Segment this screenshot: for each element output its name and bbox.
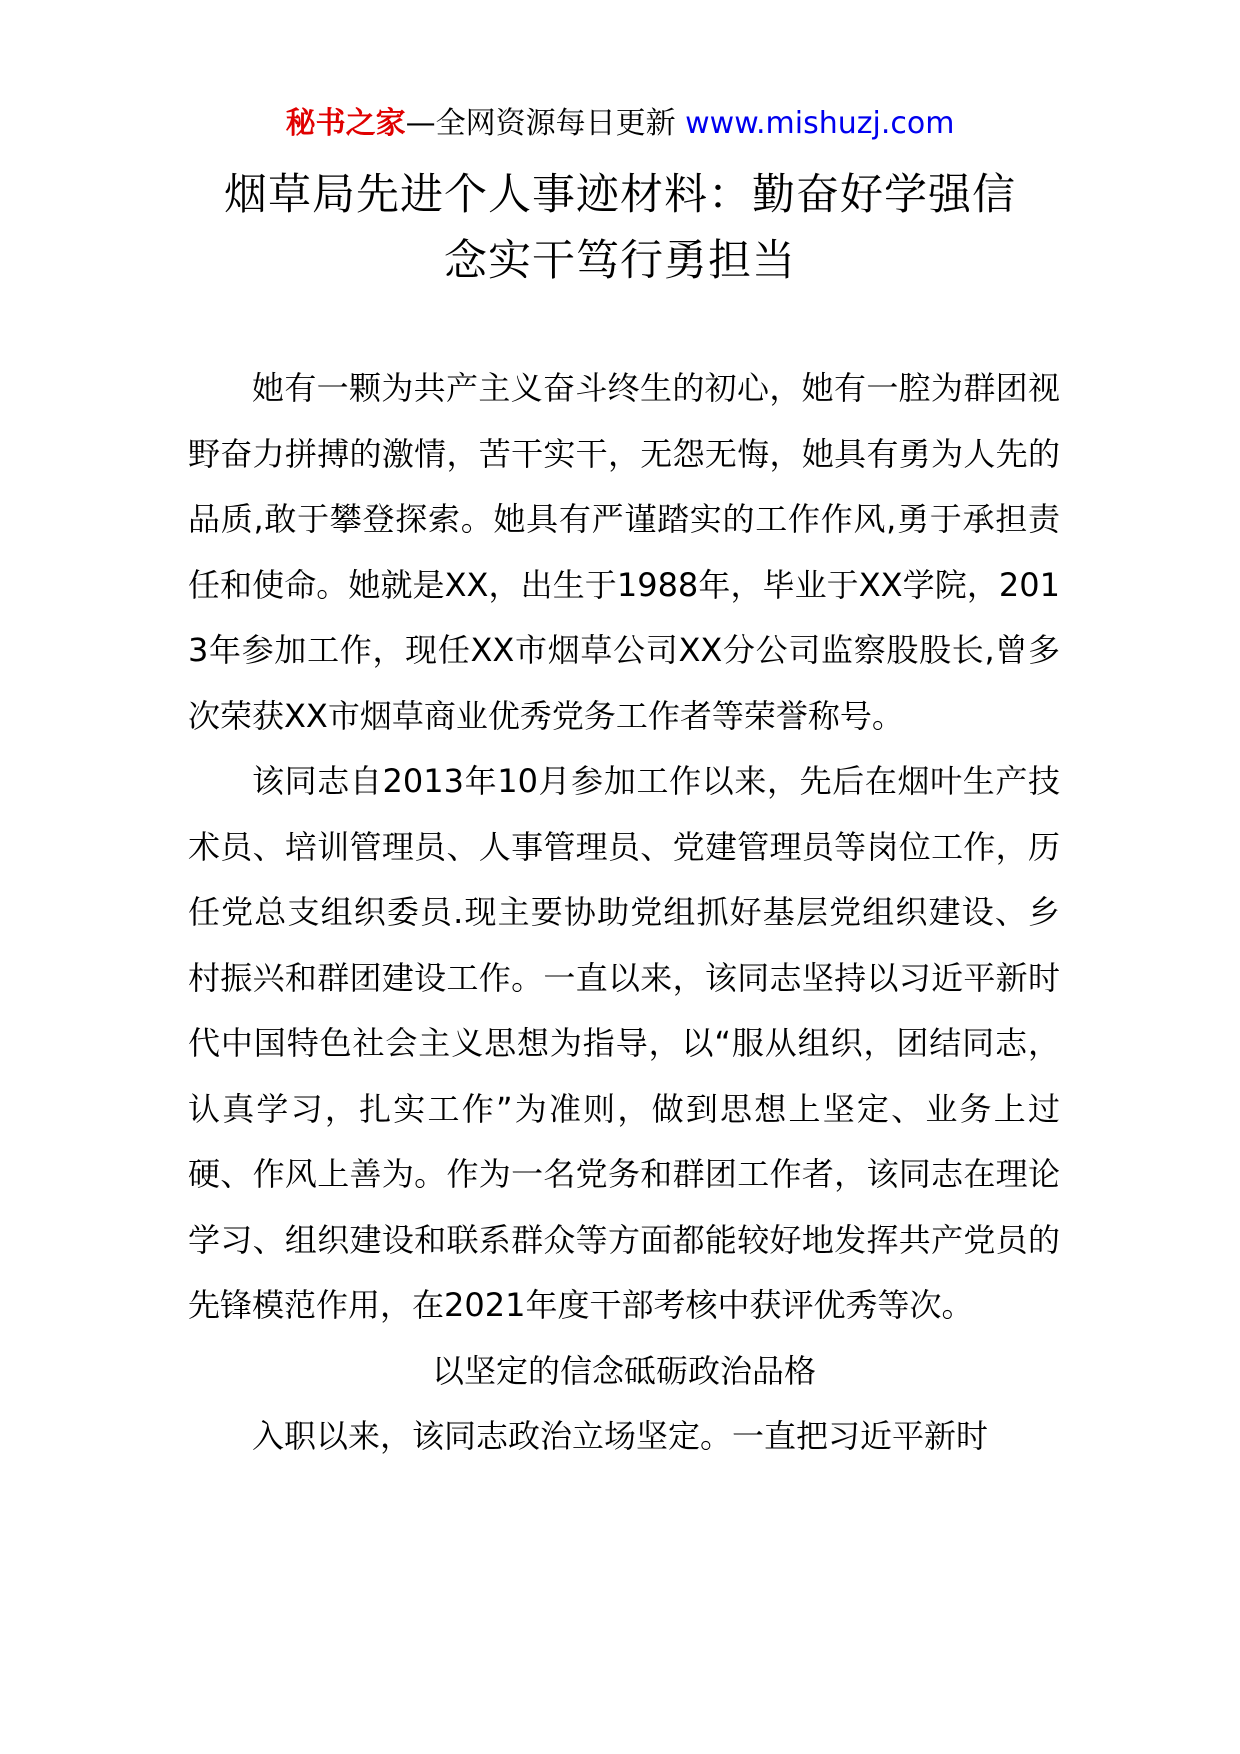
document-body	[188, 356, 1060, 1470]
paragraph-career: 该同志自2013年10月参加工作以来，先后在烟叶生产技术员、培训管理员、人事管理员、党建管理员等岗位工作，历任党总支组织委员.现主要协助党组抓好基层党组织建设、乡村振兴和群团建设工作。一直以来，该同志坚持以习近平新时代中国特色社会主义思想为指导，以“服从组织，团结同志，认真学习，扎实工作”为准则，做到思想上坚定、业务上过硬、作风上善为。作为一名党务和群团工作者，该同志在理论学习、组织建设和联系群众等方面都能较好地发挥共产党员的先锋模范作用，在2021年度干部考核中获评优秀等次。	[188, 762, 1060, 1324]
section-heading: 以坚定的信念砥砺政治品格	[431, 1351, 816, 1390]
header-tagline: —全网资源每日更新	[405, 106, 686, 141]
title-line-2: 念实干笃行勇担当	[444, 236, 796, 286]
paragraph-section: 入职以来，该同志政治立场坚定。一直把习近平新时	[252, 1417, 989, 1455]
site-header	[0, 102, 1240, 146]
header-url-link[interactable]: www.mishuzj.com	[685, 106, 955, 141]
document-title	[160, 162, 1080, 294]
header-brand: 秘书之家	[285, 106, 406, 141]
paragraph-intro: 她有一颗为共产主义奋斗终生的初心，她有一腔为群团视野奋力拼搏的激情，苦干实干，无怨无悔，她具有勇为人先的品质,敢于攀登探索。她具有严谨踏实的工作作风,勇于承担责任和使命。她就是XX，出生于1988年，毕业于XX学院，2013年参加工作，现任XX市烟草公司XX分公司监察股股长,曾多次荣获XX市烟草商业优秀党务工作者等荣誉称号。	[188, 369, 1060, 735]
title-line-1: 烟草局先进个人事迹材料：勤奋好学强信	[224, 170, 1016, 220]
